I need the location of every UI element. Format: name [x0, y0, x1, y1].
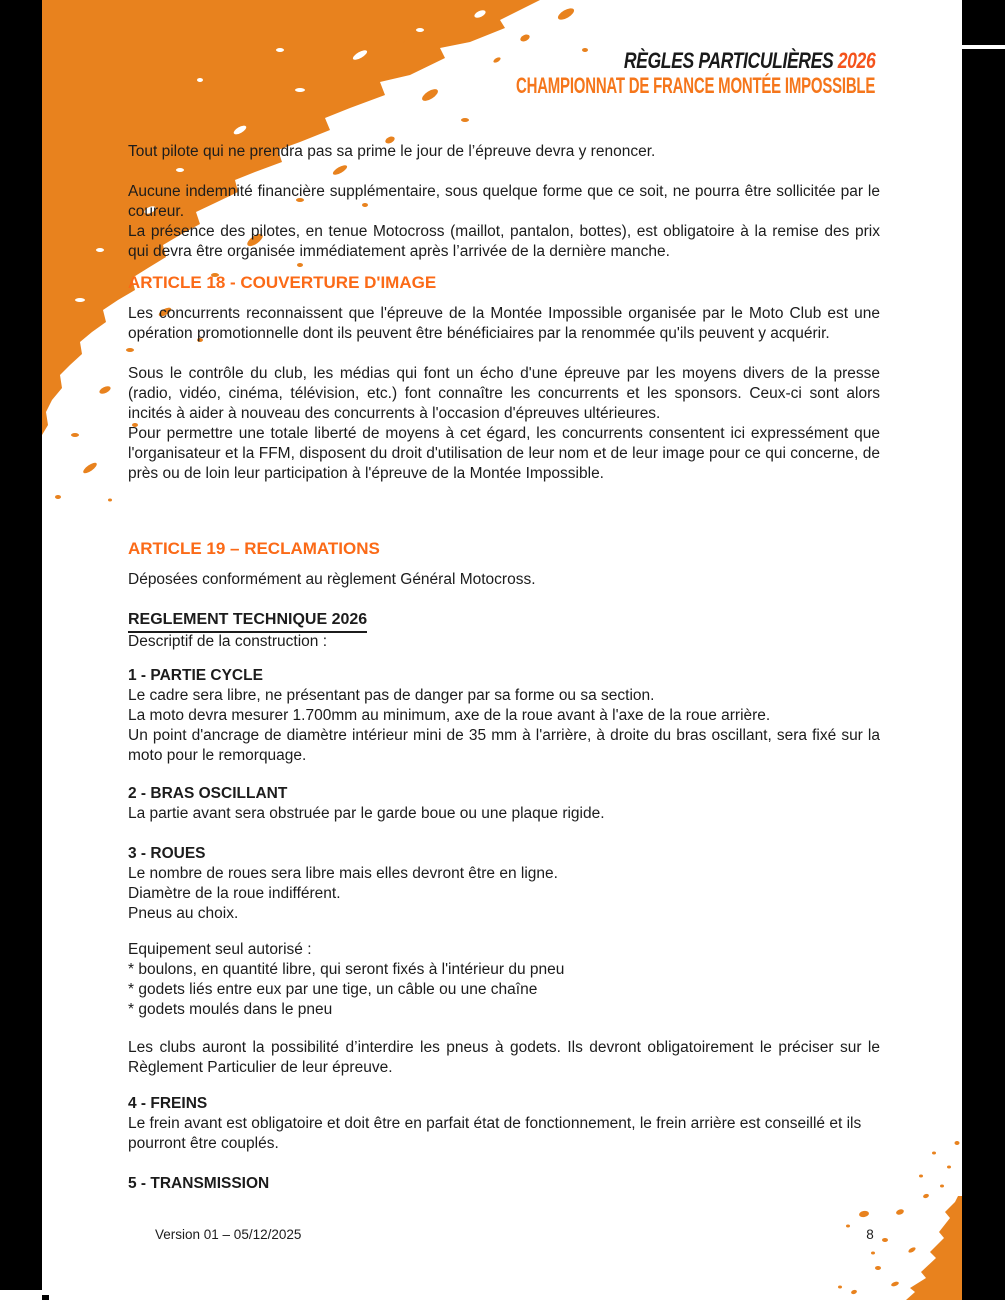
equipment-item-3: * godets moulés dans le pneu: [128, 1001, 333, 1018]
article-18-paragraph-2: Sous le contrôle du club, les médias qui font un écho d'une épreuve par les moyens divers de la presse (radio, vidéo, cinéma, télévision, etc.) font connaître les concurrents et les sponsors. Ceux-ci sont alors incités à aider à nouveau des concurrents à l'occasion d'épreuves ultérieures.: [128, 365, 880, 422]
title-text: RÈGLES PARTICULIÈRES: [623, 48, 838, 73]
article-18-paragraph-1: Les concurrents reconnaissent que l'épreuve de la Montée Impossible organisée par le Moto Club est une opération promotionnelle dont ils peuvent être bénéficiaires par la renommée qu'ils peuvent y acquérir.: [128, 305, 880, 342]
bottom-left-dash: [42, 1295, 49, 1300]
section-2-line-1: La partie avant sera obstruée par le garde boue ou une plaque rigide.: [128, 805, 605, 822]
reglement-technique-title-text: REGLEMENT TECHNIQUE 2026: [128, 610, 367, 633]
reglement-technique-title: [128, 610, 880, 633]
section-4-paragraph: Le frein avant est obligatoire et doit être en parfait état de fonctionnement, le frein arrière est conseillé et ils pourront être couplés.: [128, 1115, 862, 1152]
paragraph-presence: La présence des pilotes, en tenue Motocross (maillot, pantalon, bottes), est obligatoire à la remise des prix qui devra être organisée immédiatement après l’arrivée de la dernière manche.: [128, 223, 880, 260]
footer-version: Version 01 – 05/12/2025: [155, 1227, 302, 1242]
section-2-title: 2 - BRAS OSCILLANT: [128, 785, 288, 802]
right-edge-band: [962, 0, 1005, 1300]
section-1-line-1: Le cadre sera libre, ne présentant pas de danger par sa forme ou sa section.: [128, 687, 655, 704]
left-edge-band: [0, 0, 42, 1290]
section-5-title: 5 - TRANSMISSION: [128, 1175, 270, 1192]
equipment-intro: Equipement seul autorisé :: [128, 941, 312, 958]
section-4-title: 4 - FREINS: [128, 1095, 208, 1112]
paragraph-prime: Tout pilote qui ne prendra pas sa prime le jour de l’épreuve devra y renoncer.: [128, 143, 656, 160]
footer-page-number: 8: [866, 1227, 874, 1242]
page-header: [347, 48, 875, 99]
brush-stroke-bottom-right-icon: [838, 1141, 963, 1300]
reglement-technique-subtitle: Descriptif de la construction :: [128, 633, 328, 650]
clubs-note-paragraph: Les clubs auront la possibilité d’interdire les pneus à godets. Ils devront obligatoirement le préciser sur le Règlement Particulier de leur épreuve.: [128, 1039, 880, 1076]
equipment-item-1: * boulons, en quantité libre, qui seront fixés à l'intérieur du pneu: [128, 961, 565, 978]
article-18-heading: ARTICLE 18 - COUVERTURE D'IMAGE: [128, 273, 437, 292]
paragraph-indemnite: Aucune indemnité financière supplémentaire, sous quelque forme que ce soit, ne pourra être sollicitée par le coureur.: [128, 183, 880, 220]
document-subtitle: CHAMPIONNAT DE FRANCE MONTÉE IMPOSSIBLE: [515, 73, 875, 98]
section-3-title: 3 - ROUES: [128, 845, 206, 862]
article-19-body: Déposées conformément au règlement Général Motocross.: [128, 571, 536, 588]
right-edge-notch: [962, 45, 1005, 49]
title-year: 2026: [837, 48, 875, 73]
section-3-line-1: Le nombre de roues sera libre mais elles devront être en ligne.: [128, 865, 558, 882]
section-3-line-2: Diamètre de la roue indifférent.: [128, 885, 341, 902]
section-1-paragraph: Un point d'ancrage de diamètre intérieur mini de 35 mm à l'arrière, à droite du bras oscillant, sera fixé sur la moto pour le remorquage.: [128, 727, 880, 764]
document-title: [624, 48, 875, 73]
article-19-heading: ARTICLE 19 – RECLAMATIONS: [128, 539, 380, 558]
section-1-line-2: La moto devra mesurer 1.700mm au minimum, axe de la roue avant à l'axe de la roue arrière.: [128, 707, 771, 724]
section-3-line-3: Pneus au choix.: [128, 905, 239, 922]
article-18-paragraph-3: Pour permettre une totale liberté de moyens à cet égard, les concurrents consentent ici expressément que l'organisateur et la FFM, disposent du droit d'utilisation de leur nom et de leur image pour ce qui concerne, de près ou de loin leur participation à l'épreuve de la Montée Impossible.: [128, 425, 880, 482]
equipment-item-2: * godets liés entre eux par une tige, un câble ou une chaîne: [128, 981, 538, 998]
section-1-title: 1 - PARTIE CYCLE: [128, 667, 263, 684]
